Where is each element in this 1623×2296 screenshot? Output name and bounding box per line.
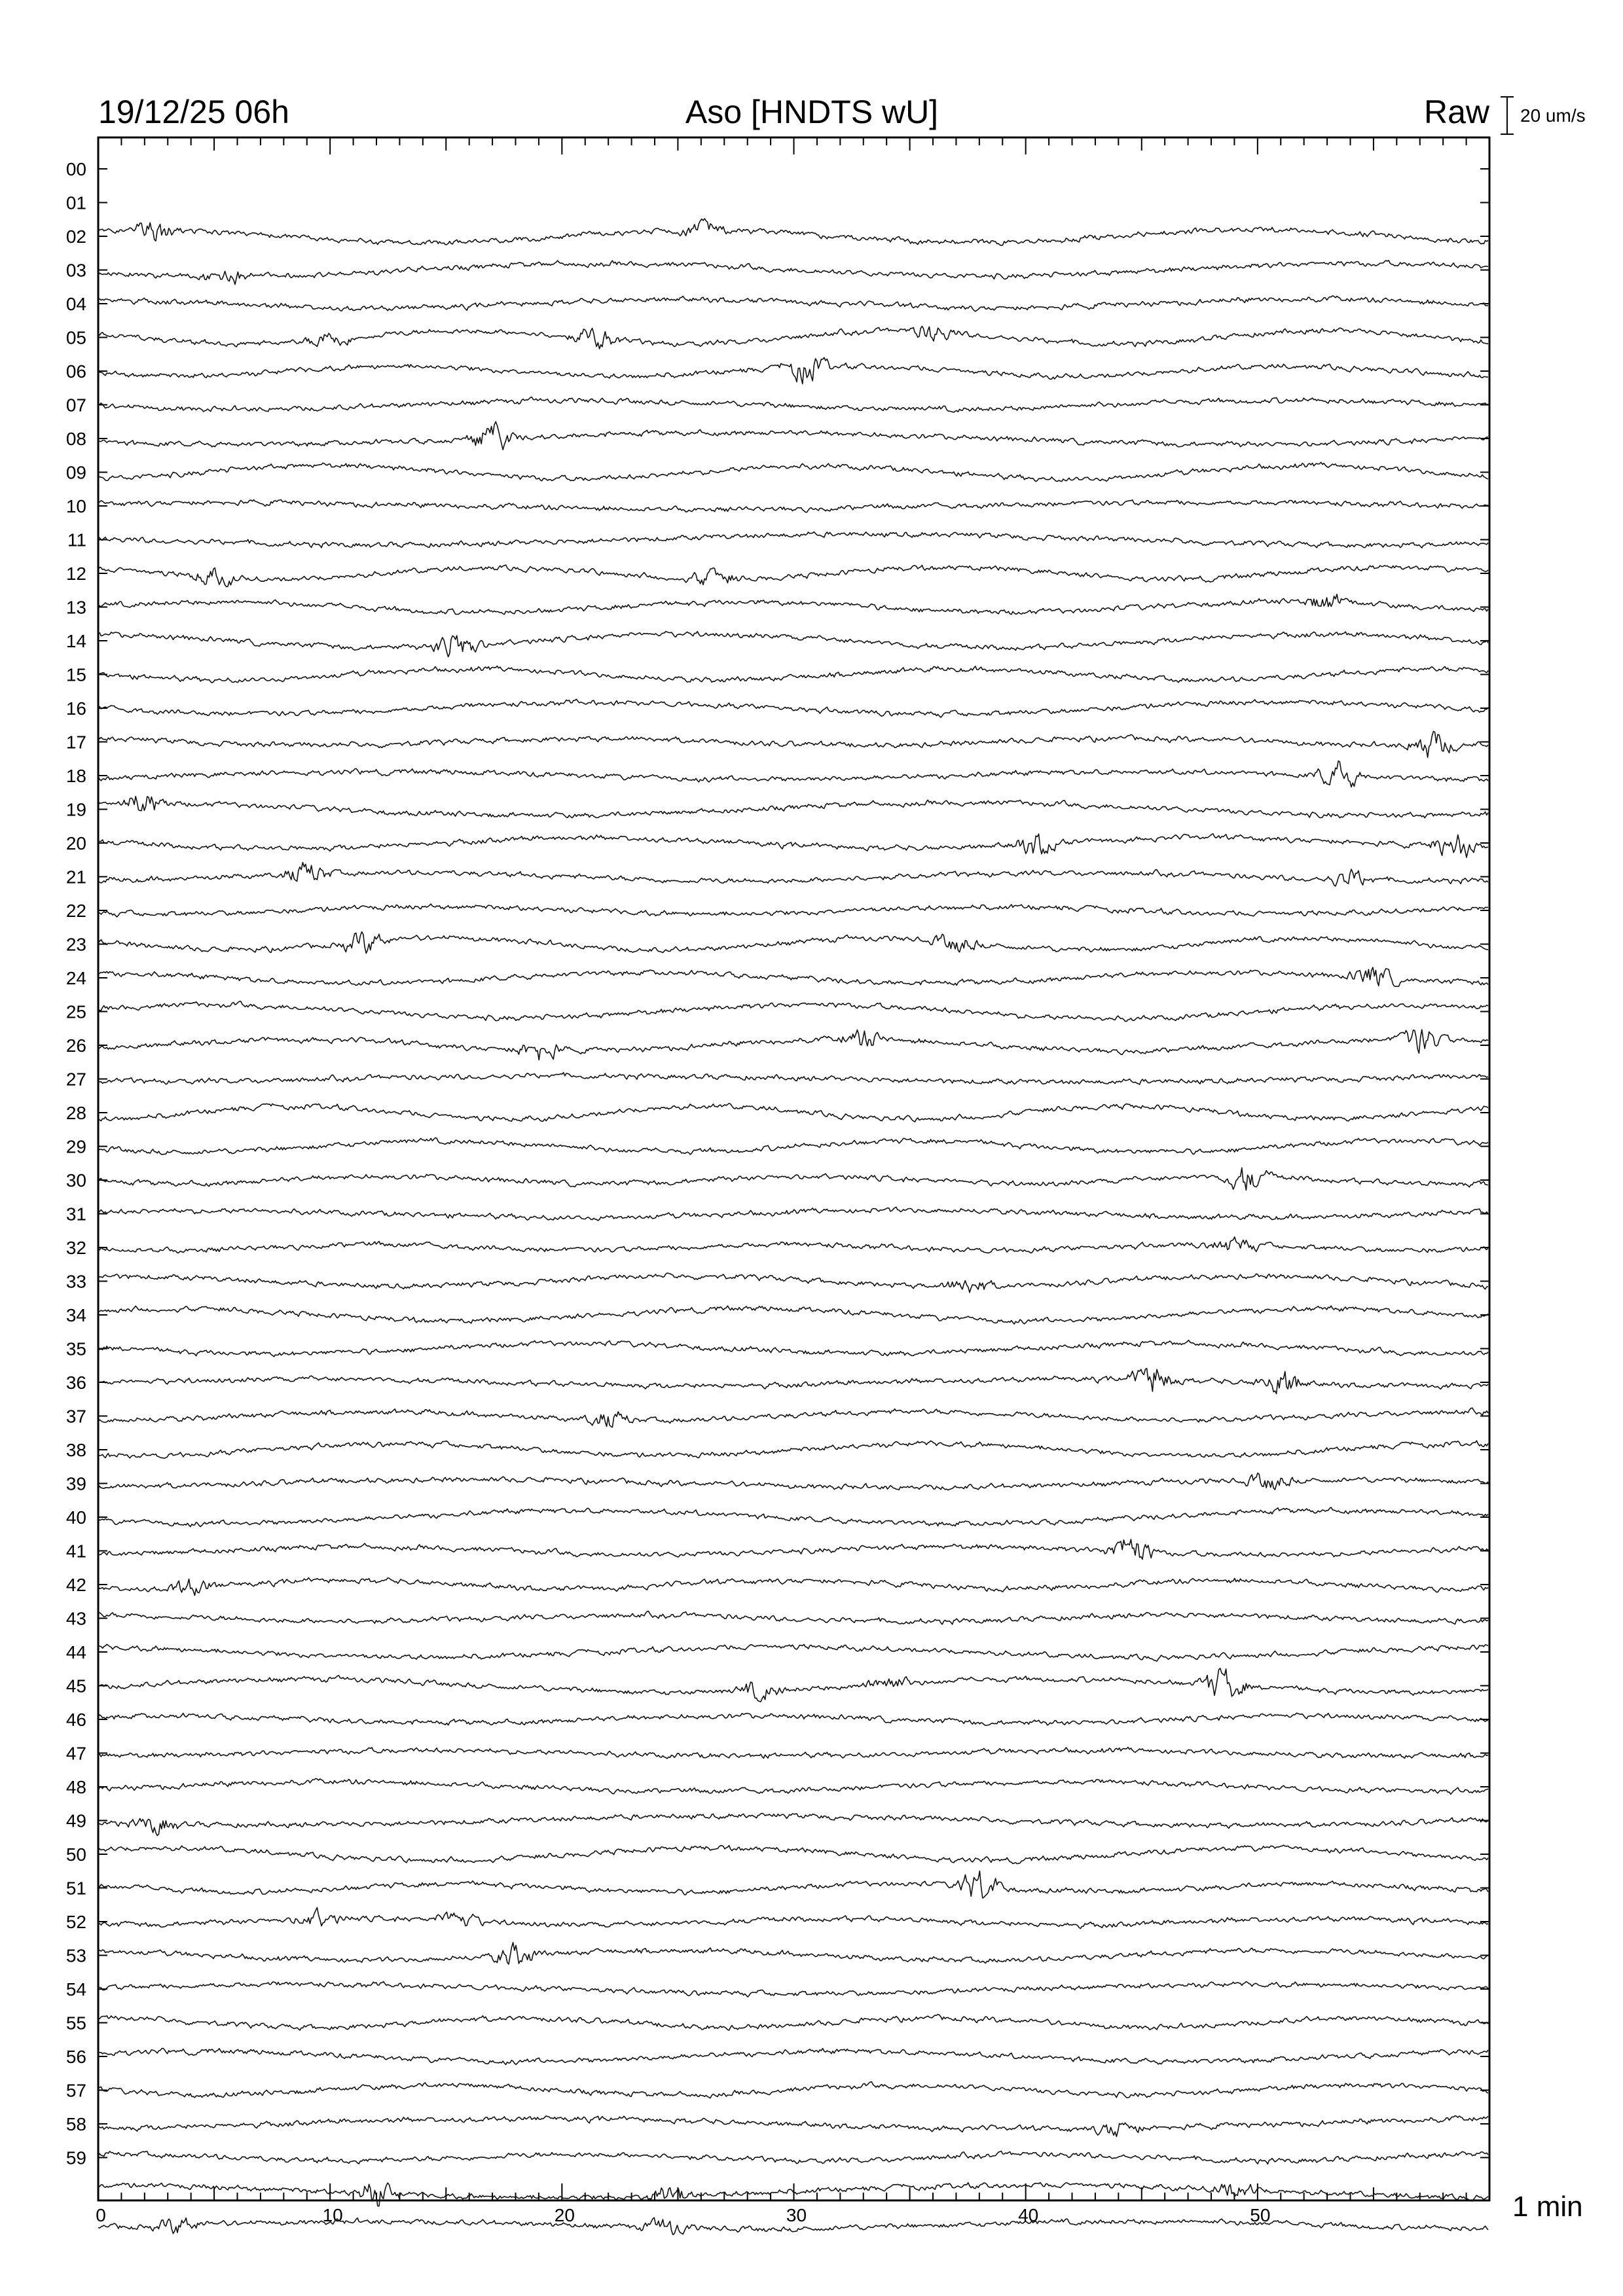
trace-line (98, 1340, 1488, 1357)
trace-line (98, 1207, 1488, 1221)
trace-line (98, 863, 1488, 886)
row-label: 10 (65, 496, 86, 516)
trace-line (98, 1030, 1488, 1060)
x-tick-label: 50 (1250, 2205, 1271, 2225)
trace-line (98, 932, 1488, 954)
row-label: 09 (65, 462, 86, 483)
x-tick-label: 40 (1018, 2205, 1039, 2225)
row-label: 58 (65, 2114, 86, 2134)
traces (98, 219, 1488, 2234)
row-label: 11 (67, 529, 86, 550)
row-label: 17 (65, 732, 86, 753)
row-label: 31 (65, 1204, 86, 1225)
trace-line (98, 1982, 1488, 1998)
row-label: 33 (65, 1271, 86, 1292)
x-tick-label: 20 (554, 2205, 575, 2225)
row-label: 07 (65, 395, 86, 416)
row-label: 40 (65, 1507, 86, 1528)
trace-line (98, 1539, 1488, 1559)
row-label: 30 (65, 1170, 86, 1191)
trace-line (98, 1168, 1488, 1190)
trace-line (98, 422, 1488, 450)
row-label: 19 (65, 799, 86, 820)
row-label: 12 (65, 564, 86, 584)
trace-line (98, 1138, 1488, 1155)
row-label: 01 (65, 192, 86, 213)
trace-line (98, 1668, 1488, 1702)
trace-line (98, 296, 1488, 312)
row-label: 23 (65, 934, 86, 955)
row-label: 42 (65, 1575, 86, 1595)
row-label: 41 (65, 1541, 86, 1562)
row-label: 03 (65, 260, 86, 281)
row-label: 38 (65, 1440, 86, 1460)
row-label: 04 (65, 294, 86, 314)
row-label: 15 (65, 664, 86, 685)
trace-line (98, 967, 1488, 986)
row-label: 48 (65, 1777, 86, 1797)
trace-line (98, 1578, 1488, 1596)
trace-line (98, 666, 1488, 683)
row-label: 43 (65, 1608, 86, 1629)
trace-line (98, 1369, 1488, 1394)
trace-line (98, 594, 1488, 615)
trace-line (98, 1813, 1488, 1835)
row-label: 29 (65, 1136, 86, 1157)
row-label: 14 (65, 631, 86, 651)
row-label: 53 (65, 1945, 86, 1966)
trace-line (98, 2151, 1488, 2164)
row-label: 55 (65, 2013, 86, 2034)
row-label: 50 (65, 1844, 86, 1865)
x-tick-label: 30 (786, 2205, 807, 2225)
row-label: 32 (65, 1238, 86, 1258)
trace-line (98, 1943, 1488, 1964)
trace-line (98, 1473, 1488, 1490)
row-label: 59 (65, 2147, 86, 2168)
trace-line (98, 1611, 1488, 1624)
trace-line (98, 357, 1488, 384)
trace-line (98, 761, 1488, 787)
row-label: 18 (65, 766, 86, 786)
row-label: 28 (65, 1103, 86, 1123)
row-label: 39 (65, 1473, 86, 1494)
trace-line (98, 2048, 1488, 2064)
trace-line (98, 1306, 1488, 1324)
trace-line (98, 1073, 1488, 1085)
trace-line (98, 326, 1488, 349)
trace-line (98, 2082, 1488, 2098)
trace-line (98, 397, 1488, 412)
trace-line (98, 1908, 1488, 1929)
trace-line (98, 1408, 1488, 1427)
trace-line (98, 904, 1488, 917)
row-label: 16 (65, 698, 86, 719)
row-label: 52 (65, 1912, 86, 1932)
row-label: 36 (65, 1372, 86, 1393)
trace-line (98, 500, 1488, 512)
row-label: 47 (65, 1743, 86, 1764)
row-label: 34 (65, 1305, 86, 1325)
trace-line (98, 532, 1488, 548)
trace-line (98, 1001, 1488, 1022)
trace-line (98, 1441, 1488, 1458)
scale-bar (1501, 97, 1514, 134)
datetime-title: 19/12/25 06h (98, 94, 289, 130)
trace-line (98, 731, 1488, 757)
row-label: 37 (65, 1406, 86, 1427)
trace-line (98, 260, 1488, 285)
trace-line (98, 699, 1488, 717)
trace-line (98, 462, 1488, 481)
x-tick-label: 10 (322, 2205, 343, 2225)
mode-label: Raw (1423, 94, 1489, 130)
row-label: 45 (65, 1676, 86, 1696)
row-label: 00 (65, 159, 86, 179)
row-label: 22 (65, 901, 86, 921)
row-label: 21 (65, 867, 86, 888)
trace-line (98, 1748, 1488, 1759)
row-label: 51 (65, 1878, 86, 1899)
row-label: 24 (65, 968, 86, 988)
row-label: 26 (65, 1035, 86, 1056)
trace-line (98, 1237, 1488, 1253)
row-label: 56 (65, 2047, 86, 2067)
trace-line (98, 1507, 1488, 1527)
trace-line (98, 1871, 1488, 1898)
row-label: 46 (65, 1710, 86, 1730)
row-label: 20 (65, 833, 86, 853)
row-label: 49 (65, 1810, 86, 1831)
trace-line (98, 1644, 1488, 1661)
row-label: 13 (65, 597, 86, 618)
trace-line (98, 1845, 1488, 1864)
trace-line (98, 1713, 1488, 1725)
x-tick-label: 0 (96, 2205, 106, 2225)
row-label: 02 (65, 226, 86, 247)
duration-label: 1 min (1512, 2191, 1583, 2223)
row-label: 57 (65, 2080, 86, 2101)
trace-line (98, 834, 1488, 857)
trace-line (98, 1103, 1488, 1122)
row-label: 44 (65, 1642, 86, 1662)
trace-line (98, 565, 1488, 586)
row-label: 35 (65, 1338, 86, 1359)
row-label: 25 (65, 1001, 86, 1022)
scale-label: 20 um/s (1520, 105, 1586, 126)
row-label: 27 (65, 1069, 86, 1090)
row-label: 06 (65, 361, 86, 382)
station-title: Aso [HNDTS wU] (685, 94, 939, 130)
row-label: 05 (65, 327, 86, 348)
row-label: 08 (65, 429, 86, 449)
trace-line (98, 219, 1488, 245)
row-label: 54 (65, 1979, 86, 2000)
trace-line (98, 797, 1488, 818)
trace-line (98, 2116, 1488, 2137)
trace-line (98, 2015, 1488, 2030)
row-labels (66, 159, 86, 2168)
trace-line (98, 1778, 1488, 1794)
trace-line (98, 1273, 1488, 1293)
trace-line (98, 632, 1488, 657)
